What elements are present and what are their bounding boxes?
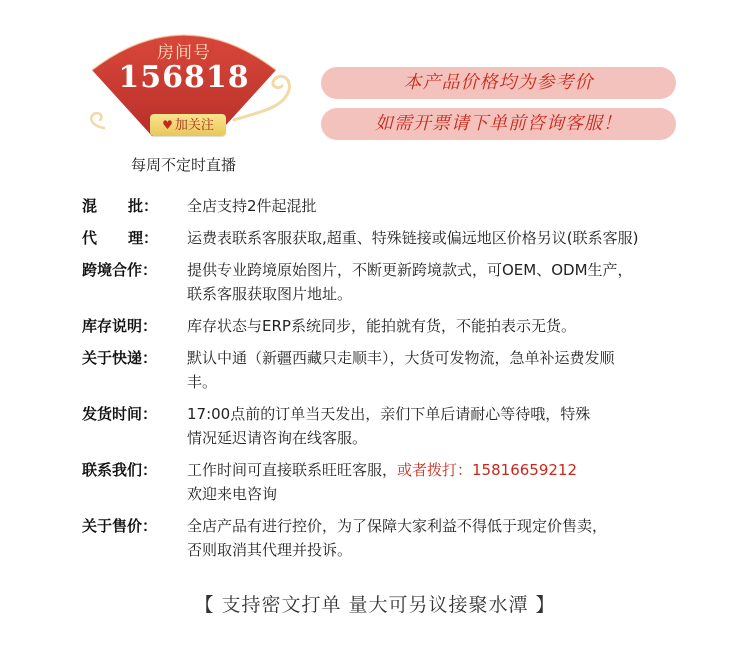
policy-label: 关于售价： bbox=[82, 517, 158, 535]
policy-label: 混 批： bbox=[82, 197, 158, 215]
price-notice-banner: 本产品价格均为参考价 bbox=[321, 67, 676, 99]
policy-value: 默认中通（新疆西藏只走顺丰），大货可发物流，急单补运费发顺 丰。 bbox=[187, 349, 615, 391]
live-schedule-note: 每周不定时直播 bbox=[131, 156, 237, 174]
footer-slogan: 【 支持密文打单 量大可另议接聚水潭 】 bbox=[194, 594, 556, 616]
policy-row-pricing bbox=[82, 514, 702, 562]
policy-row-cross-border bbox=[82, 258, 702, 306]
policy-row-agent bbox=[82, 226, 702, 250]
policy-value: 工作时间可直接联系旺旺客服，或者拨打：15816659212 欢迎来电咨询 bbox=[187, 461, 577, 503]
policy-value: 提供专业跨境原始图片，不断更新跨境款式，可OEM、ODM生产， 联系客服获取图片地址。 bbox=[187, 261, 633, 303]
invoice-notice-banner: 如需开票请下单前咨询客服！ bbox=[321, 108, 676, 140]
room-number: 156818 bbox=[118, 60, 250, 95]
policy-label: 跨境合作： bbox=[82, 261, 158, 279]
policy-value: 17:00点前的订单当天发出，亲们下单后请耐心等待哦，特殊 情况延迟请咨询在线客服。 bbox=[187, 405, 591, 447]
policy-row-stock bbox=[82, 314, 702, 338]
policy-label: 库存说明： bbox=[82, 317, 158, 335]
policy-value: 全店支持2件起混批 bbox=[187, 197, 317, 215]
policy-label: 联系我们： bbox=[82, 461, 158, 479]
heart-icon: ♥ bbox=[162, 118, 173, 132]
follow-button[interactable] bbox=[150, 114, 226, 136]
shop-policy-list bbox=[82, 194, 702, 570]
policy-row-contact bbox=[82, 458, 702, 506]
policy-value: 全店产品有进行控价，为了保障大家利益不得低于现定价售卖， 否则取消其代理并投诉。 bbox=[187, 517, 608, 559]
policy-label: 发货时间： bbox=[82, 405, 158, 423]
follow-label: 加关注 bbox=[174, 118, 214, 133]
room-label: 房间号 bbox=[157, 43, 211, 63]
policy-value: 库存状态与ERP系统同步，能拍就有货，不能拍表示无货。 bbox=[187, 317, 576, 335]
policy-row-shipping-time bbox=[82, 402, 702, 450]
room-badge bbox=[84, 20, 304, 145]
policy-label: 代 理： bbox=[82, 229, 158, 247]
policy-row-delivery bbox=[82, 346, 702, 394]
policy-label: 关于快递： bbox=[82, 349, 158, 367]
phone-number[interactable]: 或者拨打：15816659212 bbox=[397, 461, 577, 479]
policy-row-mixed-wholesale bbox=[82, 194, 702, 218]
policy-value: 运费表联系客服获取,超重、特殊链接或偏远地区价格另议(联系客服) bbox=[187, 229, 639, 247]
